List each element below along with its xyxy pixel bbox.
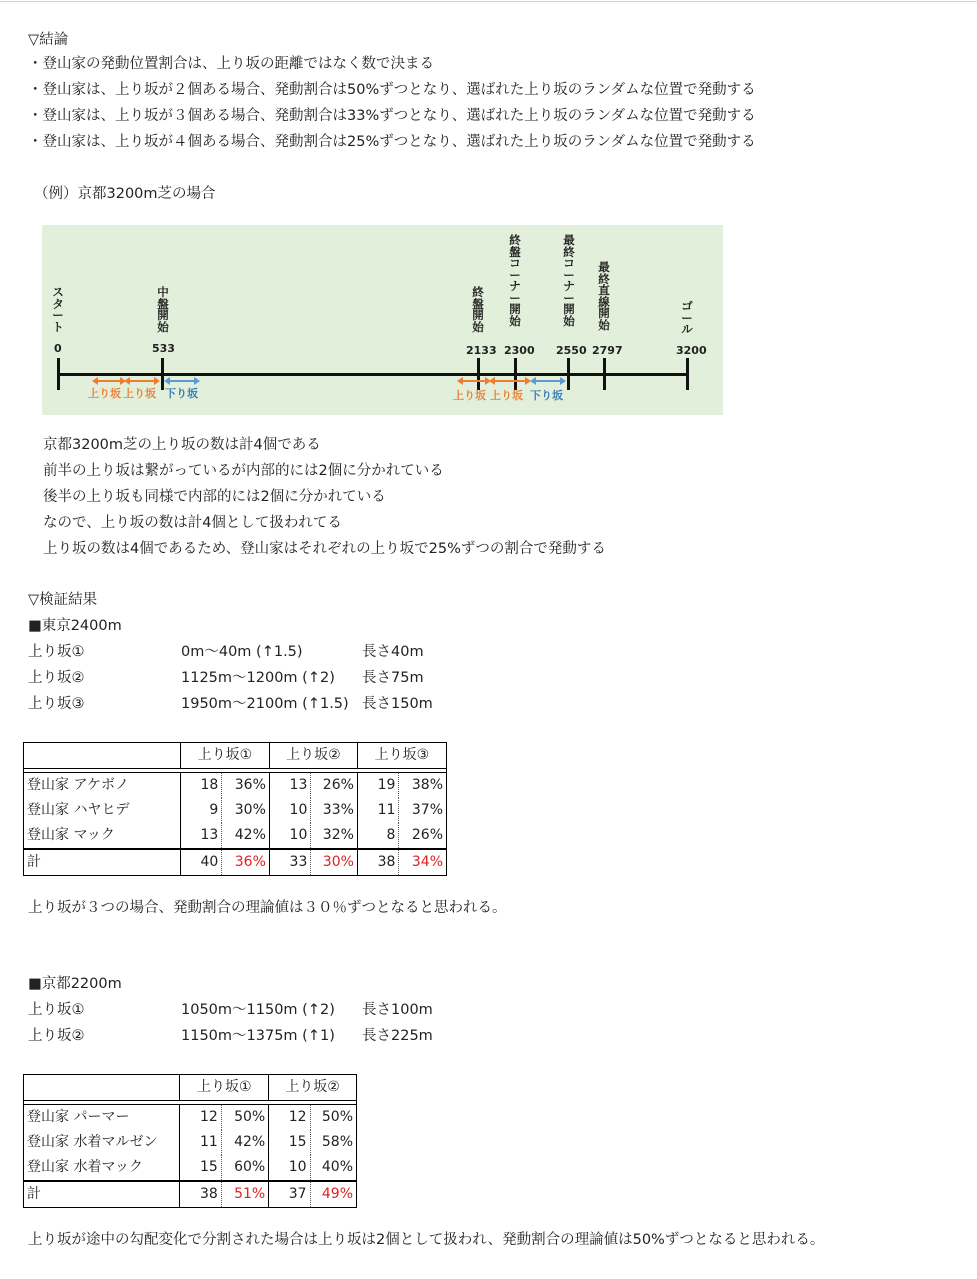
downhill-label: 下り坂 [530,389,563,402]
percent-cell: 50% [321,1109,353,1125]
kyoto-slope-name: 上り坂① [28,1002,85,1018]
conclusion-bullet: ・登山家の発動位置割合は、上り坂の距離ではなく数で決まる [28,56,434,72]
table-total-row [24,1181,357,1208]
table-row [24,1155,357,1181]
kyoto-note: 上り坂が途中の勾配変化で分割された場合は上り坂は2個として扱われ、発動割合の理論値は50%ずつとなると思われる。 [28,1232,825,1248]
tick-last-corner [567,358,570,390]
uphill-label: 上り坂 [123,387,156,400]
conclusion-bullet: ・登山家は、上り坂が２個ある場合、発動割合は50%ずつとなり、選ばれた上り坂のランダムな位置で発動する [28,82,756,98]
tokyo-slope-range: 0m～40m (↑1.5) [181,644,303,660]
count-cell: 10 [269,1155,310,1181]
kyoto-slope-range: 1050m～1150m (↑2) [181,1002,335,1018]
table-header-row [24,743,447,769]
example-note: 後半の上り坂も同様で内部的には2個に分かれている [43,489,386,505]
count-cell: 8 [357,823,398,849]
kyoto-slope-length: 長さ225m [362,1028,433,1044]
percent-cell: 38% [411,777,443,793]
percent-cell: 32% [311,823,358,849]
downhill-arrow [166,380,198,382]
table-row [24,773,447,799]
row-name: 登山家 アケボノ [24,773,181,799]
top-border [0,1,977,2]
dist-final-corner-entry: 2300 [504,344,535,357]
total-percent-cell: 49% [321,1186,353,1202]
total-count-cell: 33 [269,849,310,876]
tokyo-slope-length: 長さ75m [362,670,424,686]
total-label: 計 [24,1181,180,1208]
total-count-cell: 38 [357,849,398,876]
tick-final-corner-entry [514,358,517,390]
percent-cell: 42% [221,1130,268,1155]
example-note: 前半の上り坂は繋がっているが内部的には2個に分かれている [43,463,444,479]
point-label-start: スタート [52,285,64,334]
percent-cell: 26% [311,773,358,799]
row-name: 登山家 マック [24,823,181,849]
row-name: 登山家 水着マック [24,1155,180,1181]
row-name: 登山家 パーマー [24,1105,180,1131]
total-count-cell: 38 [180,1181,221,1208]
table-header: 上り坂② [269,743,357,769]
dist-last-straight: 2797 [592,344,623,357]
uphill-arrow [126,380,158,382]
kyoto-slope-length: 長さ100m [362,1002,433,1018]
table-row [24,1105,357,1131]
downhill-label: 下り坂 [165,387,198,400]
dist-midgame: 533 [152,342,175,355]
conclusion-heading: ▽結論 [28,32,69,48]
table-total-row [24,849,447,876]
count-cell: 9 [180,798,221,823]
tokyo-slope-name: 上り坂② [28,670,85,686]
percent-cell: 58% [321,1134,353,1150]
count-cell: 15 [269,1130,310,1155]
tokyo-title: ■東京2400m [28,618,122,634]
table-row [24,1130,357,1155]
course-diagram [42,225,723,415]
table-header: 上り坂① [180,1075,269,1101]
total-label: 計 [24,849,181,876]
percent-cell: 26% [411,827,443,843]
dist-last-corner: 2550 [556,344,587,357]
total-percent-cell: 51% [221,1181,268,1208]
count-cell: 13 [180,823,221,849]
table-header: 上り坂② [285,1079,340,1095]
tick-midgame [161,358,164,390]
uphill-label: 上り坂 [490,389,523,402]
uphill-label: 上り坂 [88,387,121,400]
uphill-arrow [94,380,124,382]
percent-cell: 36% [222,773,270,799]
percent-cell: 40% [321,1159,353,1175]
tokyo-slope-length: 長さ40m [362,644,424,660]
percent-cell: 50% [221,1105,268,1131]
count-cell: 11 [357,798,398,823]
tokyo-slope-length: 長さ150m [362,696,433,712]
count-cell: 13 [269,773,310,799]
percent-cell: 33% [311,798,358,823]
point-label-final-corner-entry: 終盤コーナー開始 [509,233,521,328]
count-cell: 10 [269,798,310,823]
total-count-cell: 40 [180,849,221,876]
percent-cell: 37% [411,802,443,818]
tick-last-straight [603,358,606,390]
tokyo-results-table [23,742,447,876]
verification-heading: ▽検証結果 [28,592,98,608]
dist-start: 0 [54,342,62,355]
dist-endgame: 2133 [466,344,497,357]
example-note: 上り坂の数は4個であるため、登山家はそれぞれの上り坂で25%ずつの割合で発動する [43,541,606,557]
point-label-goal: ゴール [681,299,693,336]
course-line [58,373,689,376]
table-row [24,823,447,849]
example-note: なので、上り坂の数は計4個として扱われてる [43,515,342,531]
percent-cell: 60% [221,1155,268,1181]
count-cell: 15 [180,1155,221,1181]
count-cell: 12 [269,1105,310,1131]
point-label-endgame: 終盤開始 [472,285,484,334]
total-count-cell: 37 [269,1181,310,1208]
tokyo-slope-name: 上り坂③ [28,696,85,712]
count-cell: 19 [357,773,398,799]
percent-cell: 30% [222,798,270,823]
count-cell: 12 [180,1105,221,1131]
percent-cell: 42% [222,823,270,849]
total-percent-cell: 30% [311,849,358,876]
total-percent-cell: 36% [222,849,270,876]
tokyo-slope-range: 1950m～2100m (↑1.5) [181,696,349,712]
count-cell: 10 [269,823,310,849]
kyoto-results-table [23,1074,357,1208]
uphill-arrow [459,380,489,382]
tokyo-slope-range: 1125m～1200m (↑2) [181,670,335,686]
table-corner [24,743,181,769]
kyoto-slope-name: 上り坂② [28,1028,85,1044]
example-title: （例）京都3200m芝の場合 [34,186,216,202]
kyoto-slope-range: 1150m～1375m (↑1) [181,1028,335,1044]
count-cell: 11 [180,1130,221,1155]
row-name: 登山家 ハヤヒデ [24,798,181,823]
table-header: 上り坂③ [374,747,430,763]
table-corner [24,1075,180,1101]
row-name: 登山家 水着マルゼン [24,1130,180,1155]
example-note: 京都3200m芝の上り坂の数は計4個である [43,437,321,453]
table-row [24,798,447,823]
conclusion-bullet: ・登山家は、上り坂が４個ある場合、発動割合は25%ずつとなり、選ばれた上り坂のランダムな位置で発動する [28,134,756,150]
point-label-last-corner: 最終コーナー開始 [563,233,575,328]
count-cell: 18 [180,773,221,799]
point-label-midgame: 中盤開始 [157,285,169,334]
tick-start [57,358,60,390]
tick-goal [686,358,689,390]
tokyo-note: 上り坂が３つの場合、発動割合の理論値は３０％ずつとなると思われる。 [28,900,507,916]
conclusion-bullet: ・登山家は、上り坂が３個ある場合、発動割合は33%ずつとなり、選ばれた上り坂のランダムな位置で発動する [28,108,756,124]
uphill-label: 上り坂 [453,389,486,402]
tick-endgame [477,358,480,390]
kyoto-title: ■京都2200m [28,976,122,992]
uphill-arrow [491,380,529,382]
total-percent-cell: 34% [411,854,443,870]
table-header-row [24,1075,357,1101]
dist-goal: 3200 [676,344,707,357]
point-label-last-straight: 最終直線開始 [598,260,610,332]
downhill-arrow [532,380,564,382]
table-header: 上り坂① [180,743,269,769]
tokyo-slope-name: 上り坂① [28,644,85,660]
